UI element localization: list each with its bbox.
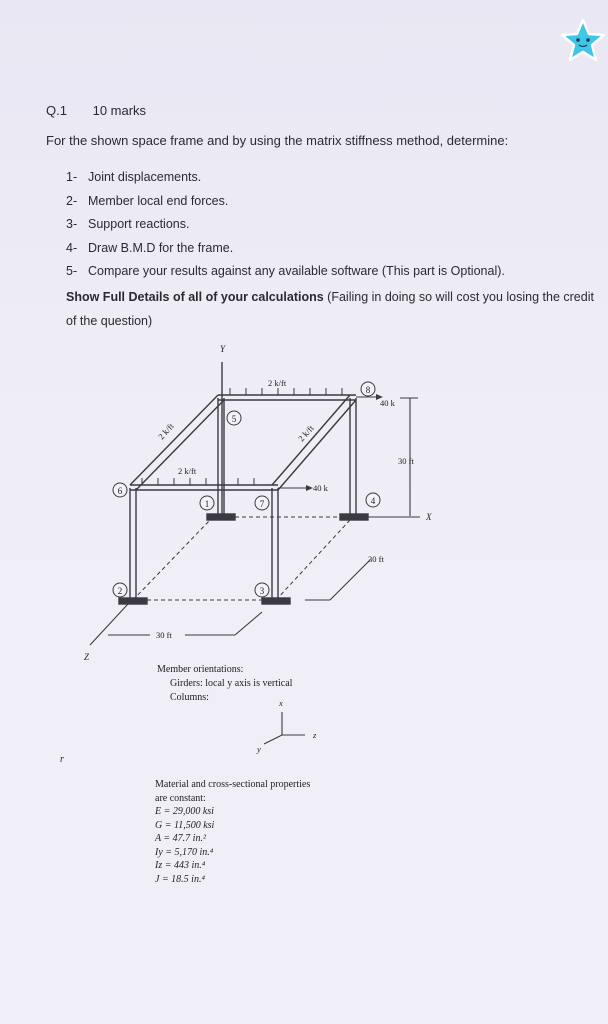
node-8-label: 8 — [365, 385, 371, 395]
list-item: 1- Joint displacements. — [66, 170, 202, 184]
question-number: Q.1 — [46, 103, 67, 118]
warning-bold: Show Full Details of all of your calculations — [66, 290, 324, 304]
node-6-label: 6 — [117, 486, 123, 496]
load-top-label: 2 k/ft — [268, 378, 287, 388]
question-intro: For the shown space frame and by using the matrix stiffness method, determine: — [46, 133, 509, 148]
stray-mark: r — [60, 754, 64, 765]
property-iy: Iy = 5,170 in.⁴ — [155, 846, 214, 858]
node-3-label: 3 — [259, 586, 265, 596]
force-top-label: 40 k — [380, 398, 395, 408]
list-item: 4- Draw B.M.D for the frame. — [66, 240, 234, 255]
local-z-label: z — [313, 730, 317, 740]
property-j: J = 18.5 in.⁴ — [155, 873, 205, 885]
warning-rest: (Failing in doing so will cost you losing the credit of the question) — [66, 290, 594, 328]
node-7-label: 7 — [259, 499, 265, 509]
properties-subheading: are constant: — [155, 792, 206, 804]
girders-note: Girders: local y axis is vertical — [170, 678, 293, 689]
node-4-label: 4 — [370, 496, 376, 506]
load-right-girder-label: 2 k/ft — [296, 423, 316, 444]
question-marks: 10 marks — [92, 103, 147, 118]
load-left-girder-label: 2 k/ft — [156, 421, 176, 442]
property-iz: Iz = 443 in.⁴ — [155, 860, 206, 871]
member-orientations-heading: Member orientations: — [157, 664, 244, 675]
dim-depth-label: 30 ft — [368, 554, 384, 564]
dim-width-label: 30 ft — [156, 630, 172, 640]
node-1-label: 1 — [204, 499, 210, 509]
properties-heading: Material and cross-sectional properties — [155, 779, 311, 790]
node-2-label: 2 — [117, 586, 123, 596]
axis-z-label: Z — [84, 652, 90, 662]
axis-y-label: Y — [220, 344, 226, 354]
material-properties — [155, 778, 310, 886]
force-front-label: 40 k — [313, 483, 328, 493]
local-x-label: x — [279, 698, 283, 708]
axis-x-label: X — [426, 512, 432, 522]
dim-height-label: 30 ft — [398, 456, 414, 466]
node-5-label: 5 — [231, 414, 237, 424]
property-e: E = 29,000 ksi — [155, 806, 214, 817]
load-front-label: 2 k/ft — [178, 466, 197, 476]
local-y-label: y — [257, 744, 261, 754]
list-item: 2- Member local end forces. — [66, 193, 229, 208]
columns-note: Columns: — [170, 692, 209, 703]
list-item: 3- Support reactions. — [66, 217, 190, 231]
property-g: G = 11,500 ksi — [155, 819, 215, 831]
list-item: 5- Compare your results against any available software (This part is Optional). — [66, 264, 505, 278]
property-a: A = 47.7 in.² — [155, 833, 206, 844]
